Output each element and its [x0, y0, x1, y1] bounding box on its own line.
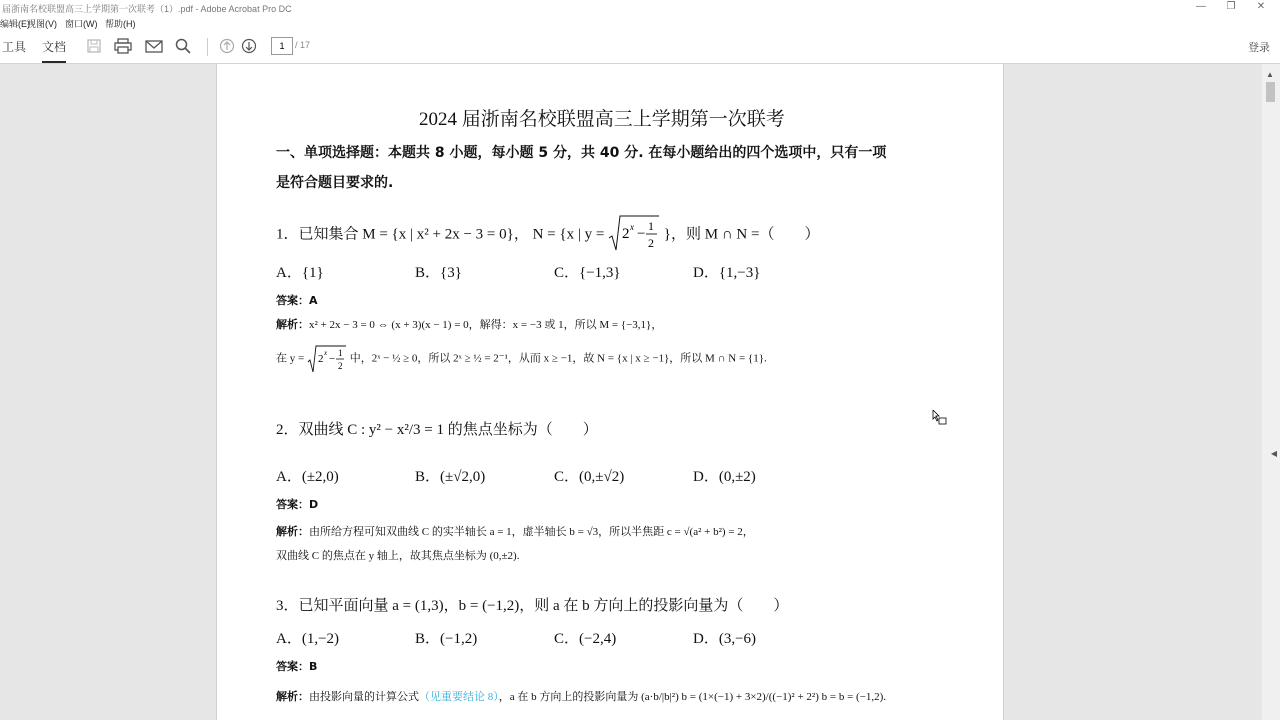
scroll-thumb[interactable]	[1266, 82, 1275, 102]
document-viewer	[0, 64, 1280, 720]
question-1-answer: 答案：A	[276, 294, 318, 307]
question-3-option-d: D．(3,−6)	[693, 631, 757, 647]
question-1-tail: }，则 M ∩ N =（ ）	[663, 226, 820, 243]
question-1-explanation-2	[276, 344, 767, 374]
question-3-option-b: B．(−1,2)	[415, 631, 478, 647]
print-icon[interactable]	[114, 38, 132, 54]
toolbar	[0, 30, 1280, 64]
search-icon[interactable]	[175, 38, 193, 54]
question-1-option-a: A．{1}	[276, 265, 324, 281]
section-heading-line1: 一、单项选择题：本题共 8 小题，每小题 5 分，共 40 分. 在每小题给出的四个选项中，只有一项	[276, 145, 887, 161]
svg-text:1: 1	[337, 348, 343, 358]
save-icon[interactable]	[86, 38, 104, 54]
svg-text:−: −	[328, 353, 336, 365]
window-title: 届浙南名校联盟高三上学期第一次联考（1）.pdf - Adobe Acrobat Pro DC	[2, 4, 292, 14]
pdf-page	[216, 64, 1004, 720]
explanation-label: 解析：	[276, 690, 309, 703]
page-total: / 17	[295, 40, 311, 50]
explanation-text: x² + 2x − 3 = 0 ⇔ (x + 3)(x − 1) = 0，解得：x = −3 或 1，所以 M = {−3,1}，	[309, 319, 663, 331]
question-2-explanation-2: 双曲线 C 的焦点在 y 轴上，故其焦点坐标为 (0,±2).	[276, 550, 520, 562]
vertical-scrollbar[interactable]	[1262, 64, 1280, 720]
explanation-label: 解析：	[276, 525, 309, 538]
explanation-text: 在 y =	[276, 352, 305, 365]
explanation-text: 中，2ˣ − ½ ≥ 0，所以 2ˣ ≥ ½ = 2⁻¹，从而 x ≥ −1，故 N = {x | x ≥ −1}，所以 M ∩ N = {1}.	[349, 352, 767, 365]
toolbar-divider	[207, 38, 208, 56]
question-1-option-b: B．{3}	[415, 265, 462, 281]
svg-text:2: 2	[622, 226, 630, 242]
question-2-option-b: B．(±√2,0)	[415, 469, 486, 485]
question-1-option-c: C．{−1,3}	[554, 265, 621, 281]
question-1-explanation-1	[276, 316, 662, 332]
menu-bar	[0, 15, 1280, 30]
section-heading-line2: 是符合题目要求的.	[276, 175, 394, 191]
sqrt-expression	[608, 214, 660, 254]
panel-collapse-icon[interactable]: ◀	[1270, 449, 1277, 458]
question-3-option-c: C．(−2,4)	[554, 631, 617, 647]
svg-text:2: 2	[317, 353, 324, 365]
explanation-label: 解析：	[276, 318, 309, 331]
window-title-bar	[0, 0, 1280, 15]
question-2-option-d: D．(0,±2)	[693, 469, 756, 485]
page-number-input[interactable]: 1	[271, 37, 293, 55]
close-button[interactable]: ✕	[1256, 1, 1266, 12]
question-3-option-a: A．(1,−2)	[276, 631, 340, 647]
previous-page-icon[interactable]	[219, 38, 237, 54]
menu-window[interactable]: 窗口(W)	[65, 19, 98, 29]
tab-tools[interactable]: 工具	[2, 40, 27, 54]
sqrt-expression	[307, 344, 347, 374]
question-2-answer: 答案：D	[276, 498, 319, 511]
tab-document[interactable]: 文档	[42, 38, 66, 63]
svg-text:x: x	[323, 349, 328, 357]
next-page-icon[interactable]	[241, 38, 259, 54]
mouse-cursor-icon	[932, 410, 948, 431]
menu-view[interactable]: 视图(V)	[27, 19, 57, 29]
explanation-text: ，a 在 b 方向上的投影向量为 (a·b/|b|²) b = (1×(−1) + 3×2)/((−1)² + 2²) b = b = (−1,2).	[498, 691, 887, 703]
menu-edit[interactable]: 编辑(E)	[0, 19, 30, 29]
email-icon[interactable]	[145, 38, 163, 54]
svg-text:2: 2	[337, 361, 343, 371]
svg-text:x: x	[630, 222, 635, 232]
question-1-stem	[276, 215, 819, 255]
question-1-set-n: N = {x | y =	[532, 226, 605, 243]
question-3-answer: 答案：B	[276, 660, 318, 673]
question-2-stem: 2．双曲线 C : y² − x²/3 = 1 的焦点坐标为（ ）	[276, 422, 598, 438]
question-3-stem: 3．已知平面向量 a = (1,3)，b = (−1,2)，则 a 在 b 方向上的投影向量为（ ）	[276, 598, 789, 614]
explanation-text: 由所给方程可知双曲线 C 的实半轴长 a = 1，虚半轴长 b = √3，所以半焦距 c = √(a² + b²) = 2，	[309, 526, 754, 538]
svg-text:−: −	[637, 226, 646, 242]
menu-help[interactable]: 帮助(H)	[105, 19, 136, 29]
question-2-explanation-1	[276, 523, 754, 539]
svg-text:1: 1	[648, 219, 655, 233]
question-2-option-a: A．(±2,0)	[276, 469, 339, 485]
minimize-button[interactable]: —	[1196, 1, 1206, 12]
document-title: 2024 届浙南名校联盟高三上学期第一次联考	[419, 109, 785, 130]
restore-button[interactable]: ❐	[1226, 1, 1236, 12]
explanation-text: 由投影向量的计算公式	[309, 691, 419, 703]
question-1-option-d: D．{1,−3}	[693, 265, 761, 281]
question-1-set-m: 1．已知集合 M = {x | x² + 2x − 3 = 0}，	[276, 226, 529, 243]
login-link[interactable]: 登录	[1248, 42, 1270, 54]
question-2-option-c: C．(0,±√2)	[554, 469, 625, 485]
question-3-explanation-1	[276, 688, 886, 704]
scroll-up-icon[interactable]: ▲	[1266, 70, 1274, 79]
svg-text:2: 2	[648, 236, 655, 250]
reference-hint-link[interactable]: （见重要结论 8）	[419, 691, 499, 703]
